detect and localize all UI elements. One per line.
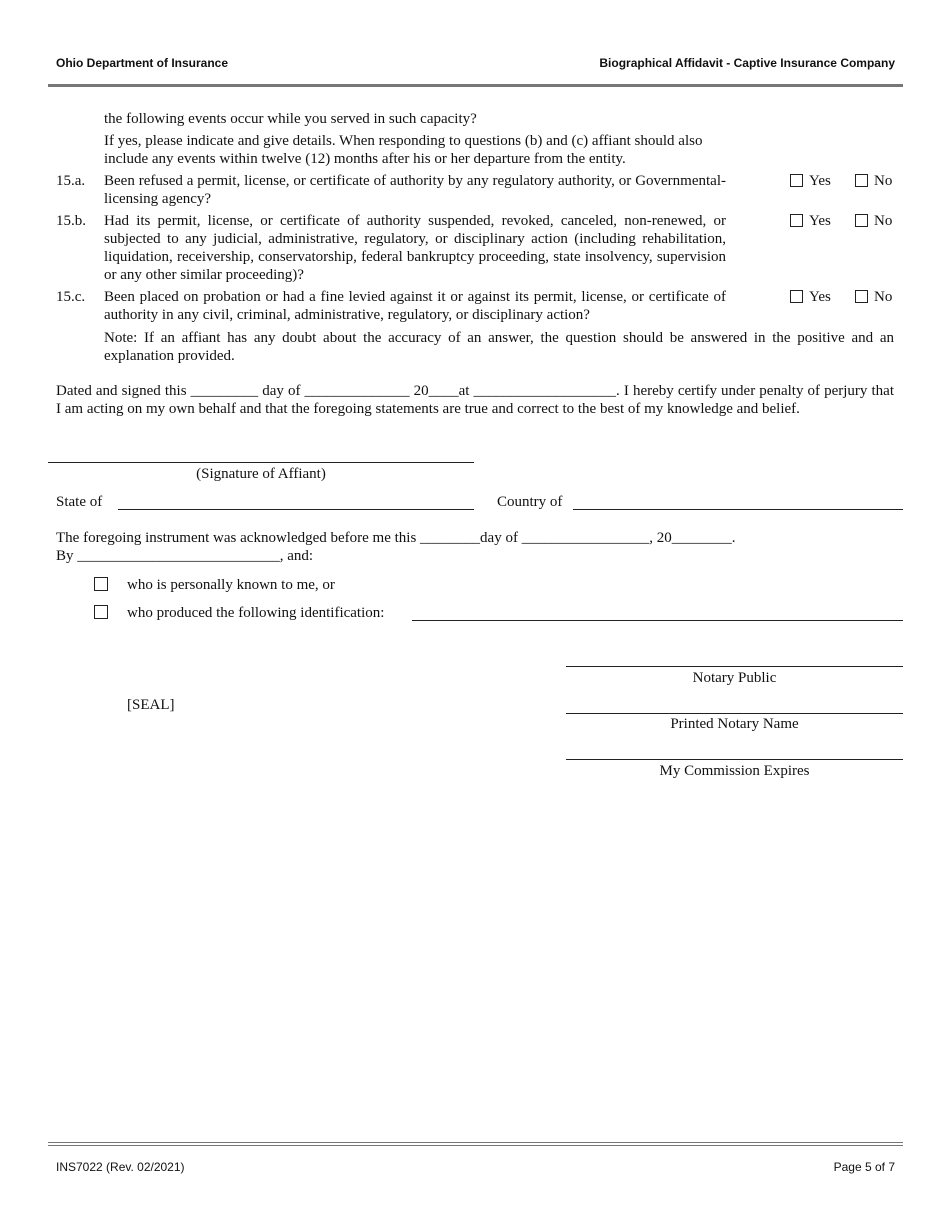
state-label: State of — [56, 494, 103, 510]
answer-15a-no[interactable] — [855, 172, 892, 190]
notary-public-caption: Notary Public — [692, 670, 777, 686]
page-number: Page 5 of 7 — [833, 1160, 895, 1174]
printed-notary-name-caption: Printed Notary Name — [670, 716, 799, 732]
certification-statement: Dated and signed this _________ day of ______________ 20____at ___________________. I hereby certify under penalty of perjury that I am acting on my own behalf and that the foregoing statements are true and correct to the best of my knowledge and belief. — [56, 383, 894, 417]
state-field[interactable] — [118, 509, 474, 510]
question-text-15a: Been refused a permit, license, or certificate of authority by any regulatory authority, or Governmental-licensing agency? — [104, 173, 726, 207]
intro-instructions: If yes, please indicate and give details. When responding to questions (b) and (c) affiant should also include any events within twelve (12) months after his or her departure from the entity. — [104, 133, 703, 167]
country-label: Country of — [497, 494, 563, 510]
answer-15a-yes[interactable] — [790, 172, 831, 190]
option-personally-known[interactable] — [94, 576, 108, 594]
checkbox-15b-yes[interactable] — [790, 214, 803, 227]
notary-public-line[interactable] — [566, 666, 903, 667]
printed-notary-name-line[interactable] — [566, 713, 903, 714]
answer-15b-yes[interactable] — [790, 212, 831, 230]
question-number-15b: 15.b. — [56, 213, 86, 229]
commission-expires-line[interactable] — [566, 759, 903, 760]
question-number-15c: 15.c. — [56, 289, 86, 305]
no-label: No — [874, 173, 893, 189]
no-label: No — [874, 213, 893, 229]
identification-field[interactable] — [412, 620, 903, 621]
answer-15c-yes[interactable] — [790, 288, 831, 306]
question-text-15b: Had its permit, license, or certificate of authority suspended, revoked, canceled, non-renewed, or subjected to any judicial, administrative, regulatory, or disciplinary action (including rehabilitation, liquidation, receivership, conservatorship, federal bankruptcy proceeding, state insolvency, supervision or any other similar proceeding)? — [104, 213, 726, 283]
no-label: No — [874, 289, 893, 305]
footer-divider-top — [48, 1142, 903, 1143]
answer-15b-no[interactable] — [855, 212, 892, 230]
option-identification-label: who produced the following identification: — [127, 605, 385, 621]
country-field[interactable] — [573, 509, 903, 510]
yes-label: Yes — [809, 289, 831, 305]
yes-label: Yes — [809, 213, 831, 229]
signature-line[interactable] — [48, 462, 474, 463]
footer-divider-bottom — [48, 1145, 903, 1146]
checkbox-15b-no[interactable] — [855, 214, 868, 227]
option-personally-known-label: who is personally known to me, or — [127, 577, 335, 593]
checkbox-identification[interactable] — [94, 605, 108, 619]
checkbox-15c-no[interactable] — [855, 290, 868, 303]
commission-expires-caption: My Commission Expires — [659, 763, 810, 779]
header-agency: Ohio Department of Insurance — [56, 56, 229, 70]
checkbox-15a-yes[interactable] — [790, 174, 803, 187]
header-form-title: Biographical Affidavit - Captive Insurance Company — [599, 56, 895, 70]
acknowledgment-by-line: By ___________________________, and: — [56, 548, 314, 564]
header-divider — [48, 84, 903, 87]
acknowledgment-line: The foregoing instrument was acknowledged before me this ________day of _________________, 20________. — [56, 530, 736, 546]
checkbox-15a-no[interactable] — [855, 174, 868, 187]
checkbox-15c-yes[interactable] — [790, 290, 803, 303]
answer-15c-no[interactable] — [855, 288, 892, 306]
question-number-15a: 15.a. — [56, 173, 86, 189]
question-text-15c: Been placed on probation or had a fine levied against it or against its permit, license, or certificate of authority in any civil, criminal, administrative, regulatory, or disciplinary action? — [104, 289, 726, 323]
note-text: Note: If an affiant has any doubt about the accuracy of an answer, the question should be answered in the positive and an explanation provided. — [104, 330, 894, 364]
seal-placeholder: [SEAL] — [127, 697, 175, 713]
intro-line: the following events occur while you served in such capacity? — [104, 111, 477, 127]
option-identification[interactable] — [94, 604, 108, 622]
form-id: INS7022 (Rev. 02/2021) — [56, 1160, 185, 1174]
signature-caption: (Signature of Affiant) — [196, 466, 326, 482]
checkbox-personally-known[interactable] — [94, 577, 108, 591]
yes-label: Yes — [809, 173, 831, 189]
